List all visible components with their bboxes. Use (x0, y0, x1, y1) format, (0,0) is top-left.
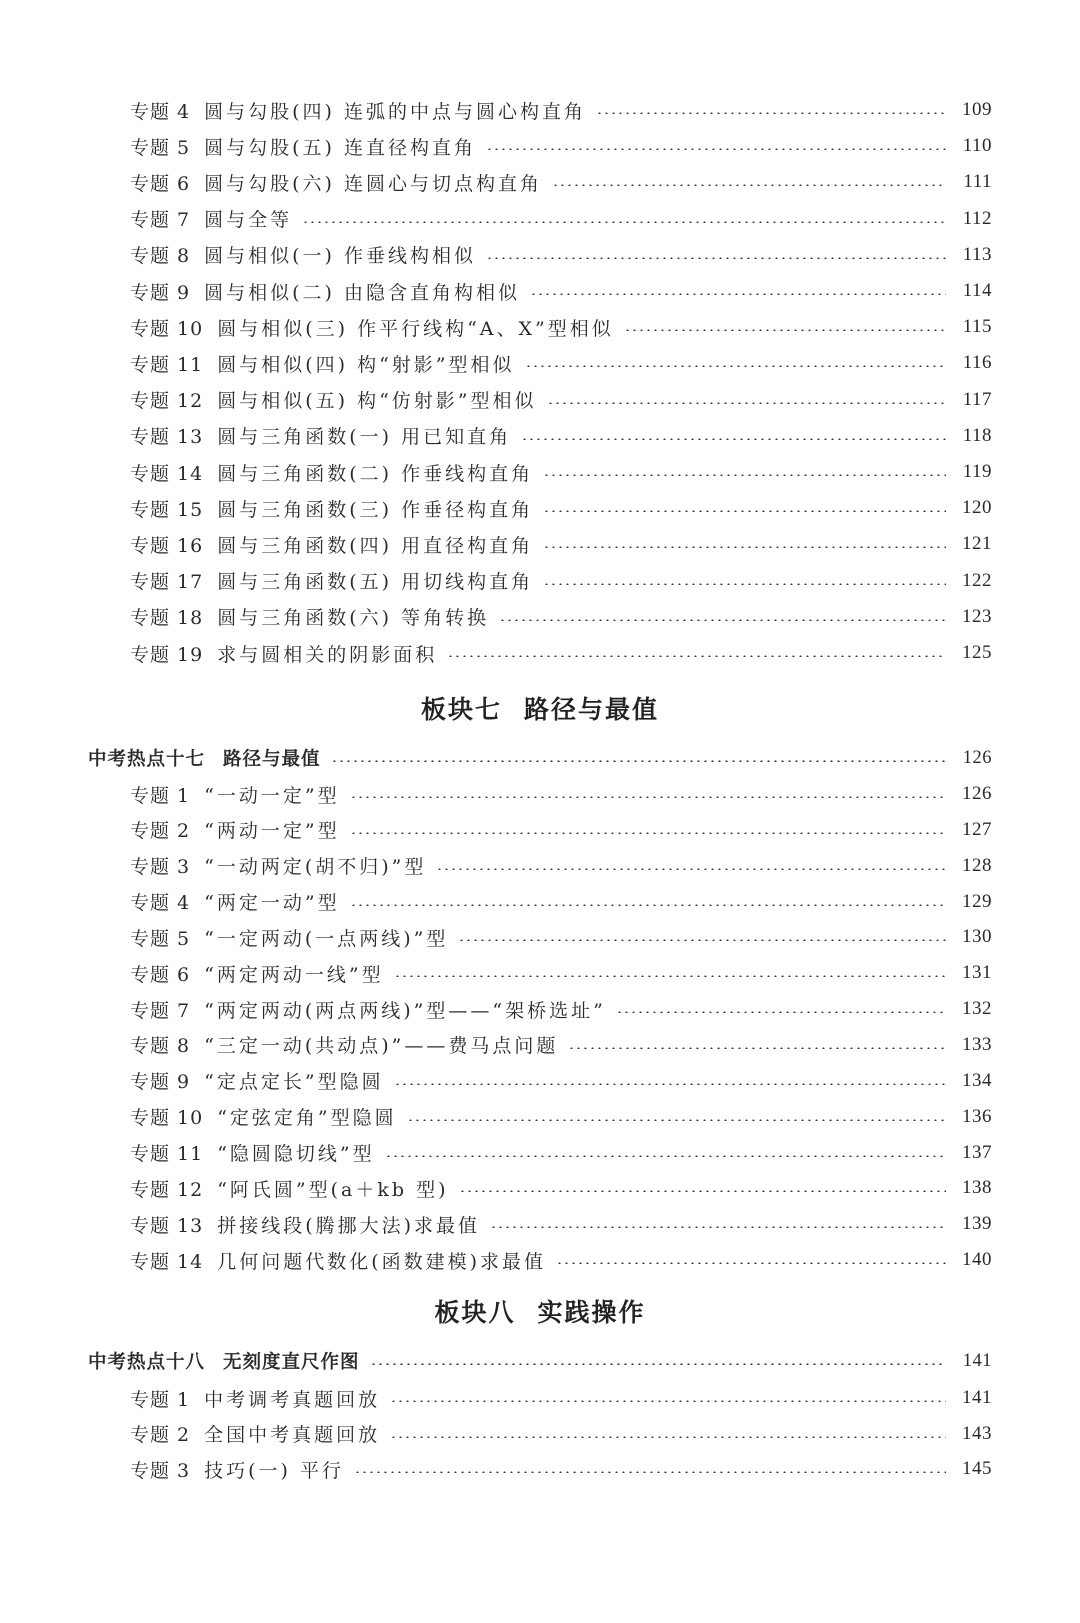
section-heading-block8 (0, 1293, 1080, 1329)
hotspot-entry[interactable] (88, 1346, 992, 1376)
toc-entry-page-number: 134 (962, 1069, 992, 1091)
toc-entry[interactable] (130, 204, 992, 234)
toc-entry-title: 技巧(一) 平行 (204, 1459, 345, 1482)
toc-entry[interactable] (130, 638, 992, 668)
toc-entry-label: 专题 5 (130, 136, 191, 159)
dot-leader (302, 221, 946, 223)
toc-entry-title: 圆与三角函数(四) 用直径构直角 (217, 534, 534, 557)
toc-entry-page-number: 145 (962, 1458, 992, 1479)
toc-entry-page-number: 118 (962, 424, 992, 446)
toc-entry-page-number: 110 (962, 135, 992, 157)
toc-entry-label: 专题 1 (130, 1388, 191, 1411)
toc-entry-label: 专题 6 (130, 172, 191, 195)
toc-entry-title: 圆与三角函数(一) 用已知直角 (217, 426, 512, 449)
toc-entry-title: 圆与三角函数(五) 用切线构直角 (217, 571, 534, 594)
toc-entry-title: 圆与三角函数(二) 作垂线构直角 (217, 462, 534, 485)
toc-entry[interactable] (130, 1419, 992, 1449)
toc-entry[interactable] (130, 779, 992, 809)
dot-leader (624, 329, 946, 331)
toc-entry-title: 几何问题代数化(函数建模)求最值 (217, 1250, 547, 1273)
toc-entry[interactable] (130, 815, 992, 845)
section-heading-block7 (0, 690, 1080, 726)
toc-entry-title: “隐圆隐切线”型 (217, 1143, 375, 1165)
dot-leader (568, 1047, 946, 1049)
toc-entry-title: “阿氏圆”型(a＋kb 型) (217, 1178, 449, 1201)
toc-entry[interactable] (130, 1245, 992, 1275)
toc-entry-page-number: 126 (962, 783, 992, 804)
toc-entry-page-number: 127 (962, 818, 992, 840)
toc-entry[interactable] (130, 385, 992, 415)
toc-entry[interactable] (130, 1030, 992, 1060)
toc-entry-page-number: 133 (962, 1033, 992, 1055)
toc-entry-label: 专题 14 (130, 1250, 204, 1273)
hotspot-entry[interactable] (88, 743, 992, 773)
toc-entry-label: 专题 1 (130, 784, 191, 807)
toc-entry[interactable] (130, 994, 992, 1024)
toc-entry-page-number: 139 (962, 1213, 992, 1235)
toc-entry-page-number: 126 (962, 747, 992, 768)
toc-entry-page-number: 120 (962, 497, 992, 519)
dot-leader (385, 1155, 946, 1157)
dot-leader (459, 1190, 946, 1192)
toc-entry-label: 专题 19 (130, 643, 204, 666)
toc-entry[interactable] (130, 1383, 992, 1413)
toc-entry-title: “两定一动”型 (204, 892, 340, 915)
dot-leader (350, 832, 946, 834)
dot-leader (530, 293, 946, 295)
toc-entry-page-number: 119 (962, 461, 992, 482)
toc-entry-page-number: 136 (962, 1105, 992, 1127)
toc-entry[interactable] (130, 887, 992, 917)
toc-entry-title: “三定一动(共动点)”——费马点问题 (204, 1035, 559, 1058)
toc-entry-title: 圆与相似(一) 作垂线构相似 (204, 245, 477, 268)
dot-leader (447, 655, 946, 657)
toc-entry-page-number: 138 (962, 1177, 992, 1199)
toc-entry-label: 专题 14 (130, 462, 204, 485)
toc-entry-label: 专题 7 (130, 209, 191, 232)
toc-entry-label: 专题 12 (130, 1178, 204, 1201)
toc-entry-page-number: 128 (962, 854, 992, 876)
toc-entry-page-number: 132 (962, 998, 992, 1020)
dot-leader (499, 619, 946, 621)
toc-entry[interactable] (130, 348, 992, 378)
toc-entry-page-number: 123 (962, 605, 992, 627)
toc-entry-title: “两定两动(两点两线)”型——“架桥选址” (204, 999, 606, 1022)
toc-entry[interactable] (130, 240, 992, 270)
dot-leader (543, 546, 946, 548)
toc-entry-label: 专题 7 (130, 999, 191, 1022)
dot-leader (354, 1471, 946, 1473)
toc-entry[interactable] (130, 95, 992, 125)
dot-leader (394, 975, 946, 977)
toc-entry-page-number: 114 (962, 280, 992, 301)
toc-entry-title: 全国中考真题回放 (204, 1424, 381, 1446)
toc-entry-title: 圆与三角函数(六) 等角转换 (217, 607, 490, 630)
section-heading-title: 实践操作 (537, 1298, 646, 1327)
toc-entry-page-number: 141 (962, 1387, 992, 1408)
toc-entry-label: 专题 9 (130, 281, 191, 304)
toc-entry-label: 专题 4 (130, 100, 191, 123)
dot-leader (521, 438, 946, 440)
dot-leader (390, 1436, 946, 1438)
toc-entry[interactable] (130, 529, 992, 559)
toc-entry-page-number: 129 (962, 890, 992, 912)
toc-entry-label: 专题 11 (130, 1143, 204, 1165)
toc-entry-label: 专题 13 (130, 1214, 204, 1237)
toc-entry-label: 专题 15 (130, 498, 204, 521)
toc-entry-title: 路径与最值 (223, 749, 321, 770)
toc-entry-title: 拼接线段(腾挪大法)求最值 (217, 1214, 481, 1237)
section-heading-title: 路径与最值 (524, 695, 660, 724)
dot-leader (350, 904, 946, 906)
toc-entry[interactable] (130, 922, 992, 952)
dot-leader (552, 184, 946, 186)
toc-entry-page-number: 121 (962, 533, 992, 555)
toc-entry-label: 专题 12 (130, 390, 204, 413)
toc-entry[interactable] (130, 312, 992, 342)
toc-entry-page-number: 141 (962, 1350, 992, 1371)
toc-entry-title: 圆与勾股(五) 连直径构直角 (204, 136, 477, 159)
section-heading-number: 板块八 (434, 1298, 516, 1327)
toc-entry-page-number: 140 (962, 1249, 992, 1271)
toc-entry[interactable] (130, 493, 992, 523)
toc-entry-label: 专题 17 (130, 571, 204, 594)
toc-entry-title: “定点定长”型隐圆 (204, 1071, 384, 1094)
toc-entry-title: 圆与相似(二) 由隐含直角构相似 (204, 281, 521, 304)
toc-entry-title: 圆与三角函数(三) 作垂径构直角 (217, 498, 534, 521)
dot-leader (556, 1262, 946, 1264)
dot-leader (394, 1083, 946, 1085)
toc-entry-page-number: 112 (962, 207, 992, 229)
dot-leader (486, 257, 946, 259)
toc-entry-title: 圆与勾股(四) 连弧的中点与圆心构直角 (204, 100, 587, 123)
toc-entry[interactable] (130, 851, 992, 881)
toc-entry-label: 专题 8 (130, 1035, 191, 1058)
toc-entry-label: 专题 2 (130, 820, 191, 843)
toc-entry-title: “两动一定”型 (204, 820, 340, 843)
toc-entry-label: 专题 5 (130, 927, 191, 950)
dot-leader (331, 760, 946, 762)
toc-entry-page-number: 109 (962, 99, 992, 120)
toc-entry-title: 圆与全等 (204, 209, 293, 232)
toc-entry-label: 专题 3 (130, 1459, 191, 1482)
toc-entry-label: 专题 13 (130, 426, 204, 449)
toc-entry-title: “一动两定(胡不归)”型 (204, 856, 427, 879)
toc-entry-title: “两定两动一线”型 (204, 963, 384, 986)
toc-entry-title: 圆与相似(三) 作平行线构“A、X”型相似 (217, 317, 614, 340)
dot-leader (407, 1119, 946, 1121)
toc-entry[interactable] (130, 1209, 992, 1239)
toc-entry-label: 专题 11 (130, 353, 204, 376)
dot-leader (436, 868, 946, 870)
dot-leader (543, 510, 946, 512)
toc-entry-label: 专题 6 (130, 963, 191, 986)
toc-entry-page-number: 117 (962, 388, 992, 410)
toc-entry-page-number: 113 (962, 243, 992, 265)
toc-entry-title: 求与圆相关的阴影面积 (217, 643, 438, 666)
dot-leader (350, 796, 946, 798)
toc-entry-page-number: 143 (962, 1422, 992, 1444)
toc-entry-page-number: 115 (962, 316, 992, 338)
dot-leader (543, 474, 946, 476)
toc-entry[interactable] (130, 421, 992, 451)
toc-entry-label: 中考热点十七 (88, 749, 206, 770)
dot-leader (370, 1363, 946, 1365)
toc-entry-label: 专题 2 (130, 1424, 191, 1446)
toc-entry-page-number: 116 (962, 352, 992, 374)
toc-entry-page-number: 137 (962, 1141, 992, 1163)
toc-entry-label: 专题 10 (130, 317, 204, 340)
toc-entry-title: 圆与相似(五) 构“仿射影”型相似 (217, 390, 537, 413)
toc-entry[interactable] (130, 1138, 992, 1168)
toc-entry-label: 专题 10 (130, 1107, 204, 1130)
toc-entry[interactable] (130, 131, 992, 161)
toc-entry[interactable] (130, 276, 992, 306)
toc-entry-title: 中考调考真题回放 (204, 1388, 381, 1411)
toc-entry[interactable] (130, 566, 992, 596)
toc-entry-label: 专题 4 (130, 892, 191, 915)
dot-leader (616, 1011, 946, 1013)
toc-entry[interactable] (130, 602, 992, 632)
toc-entry-title: 无刻度直尺作图 (223, 1352, 360, 1373)
toc-entry[interactable] (130, 1066, 992, 1096)
toc-entry[interactable] (130, 1454, 992, 1484)
toc-entry-page-number: 130 (962, 926, 992, 948)
dot-leader (490, 1226, 946, 1228)
toc-entry-title: 圆与勾股(六) 连圆心与切点构直角 (204, 172, 543, 195)
toc-entry[interactable] (130, 1102, 992, 1132)
toc-entry-label: 中考热点十八 (88, 1352, 206, 1373)
dot-leader (547, 402, 946, 404)
toc-entry-title: “定弦定角”型隐圆 (217, 1107, 397, 1130)
toc-entry-page-number: 131 (962, 962, 992, 984)
dot-leader (525, 365, 946, 367)
toc-entry-title: 圆与相似(四) 构“射影”型相似 (217, 353, 515, 376)
dot-leader (543, 583, 946, 585)
dot-leader (390, 1400, 946, 1402)
toc-entry-page-number: 111 (963, 171, 992, 193)
toc-entry-label: 专题 16 (130, 534, 204, 557)
dot-leader (596, 112, 946, 114)
section-heading-number: 板块七 (420, 695, 502, 724)
toc-entry-label: 专题 8 (130, 245, 191, 268)
toc-entry-title: “一动一定”型 (204, 784, 340, 807)
toc-entry-label: 专题 18 (130, 607, 204, 630)
toc-entry-label: 专题 9 (130, 1071, 191, 1094)
toc-entry[interactable] (130, 1173, 992, 1203)
toc-entry-title: “一定两动(一点两线)”型 (204, 927, 449, 950)
toc-entry-label: 专题 3 (130, 856, 191, 879)
dot-leader (458, 939, 946, 941)
toc-entry[interactable] (130, 457, 992, 487)
toc-entry-page-number: 125 (962, 642, 992, 663)
toc-entry[interactable] (130, 167, 992, 197)
dot-leader (486, 148, 946, 150)
toc-entry-page-number: 122 (962, 569, 992, 591)
toc-entry[interactable] (130, 958, 992, 988)
